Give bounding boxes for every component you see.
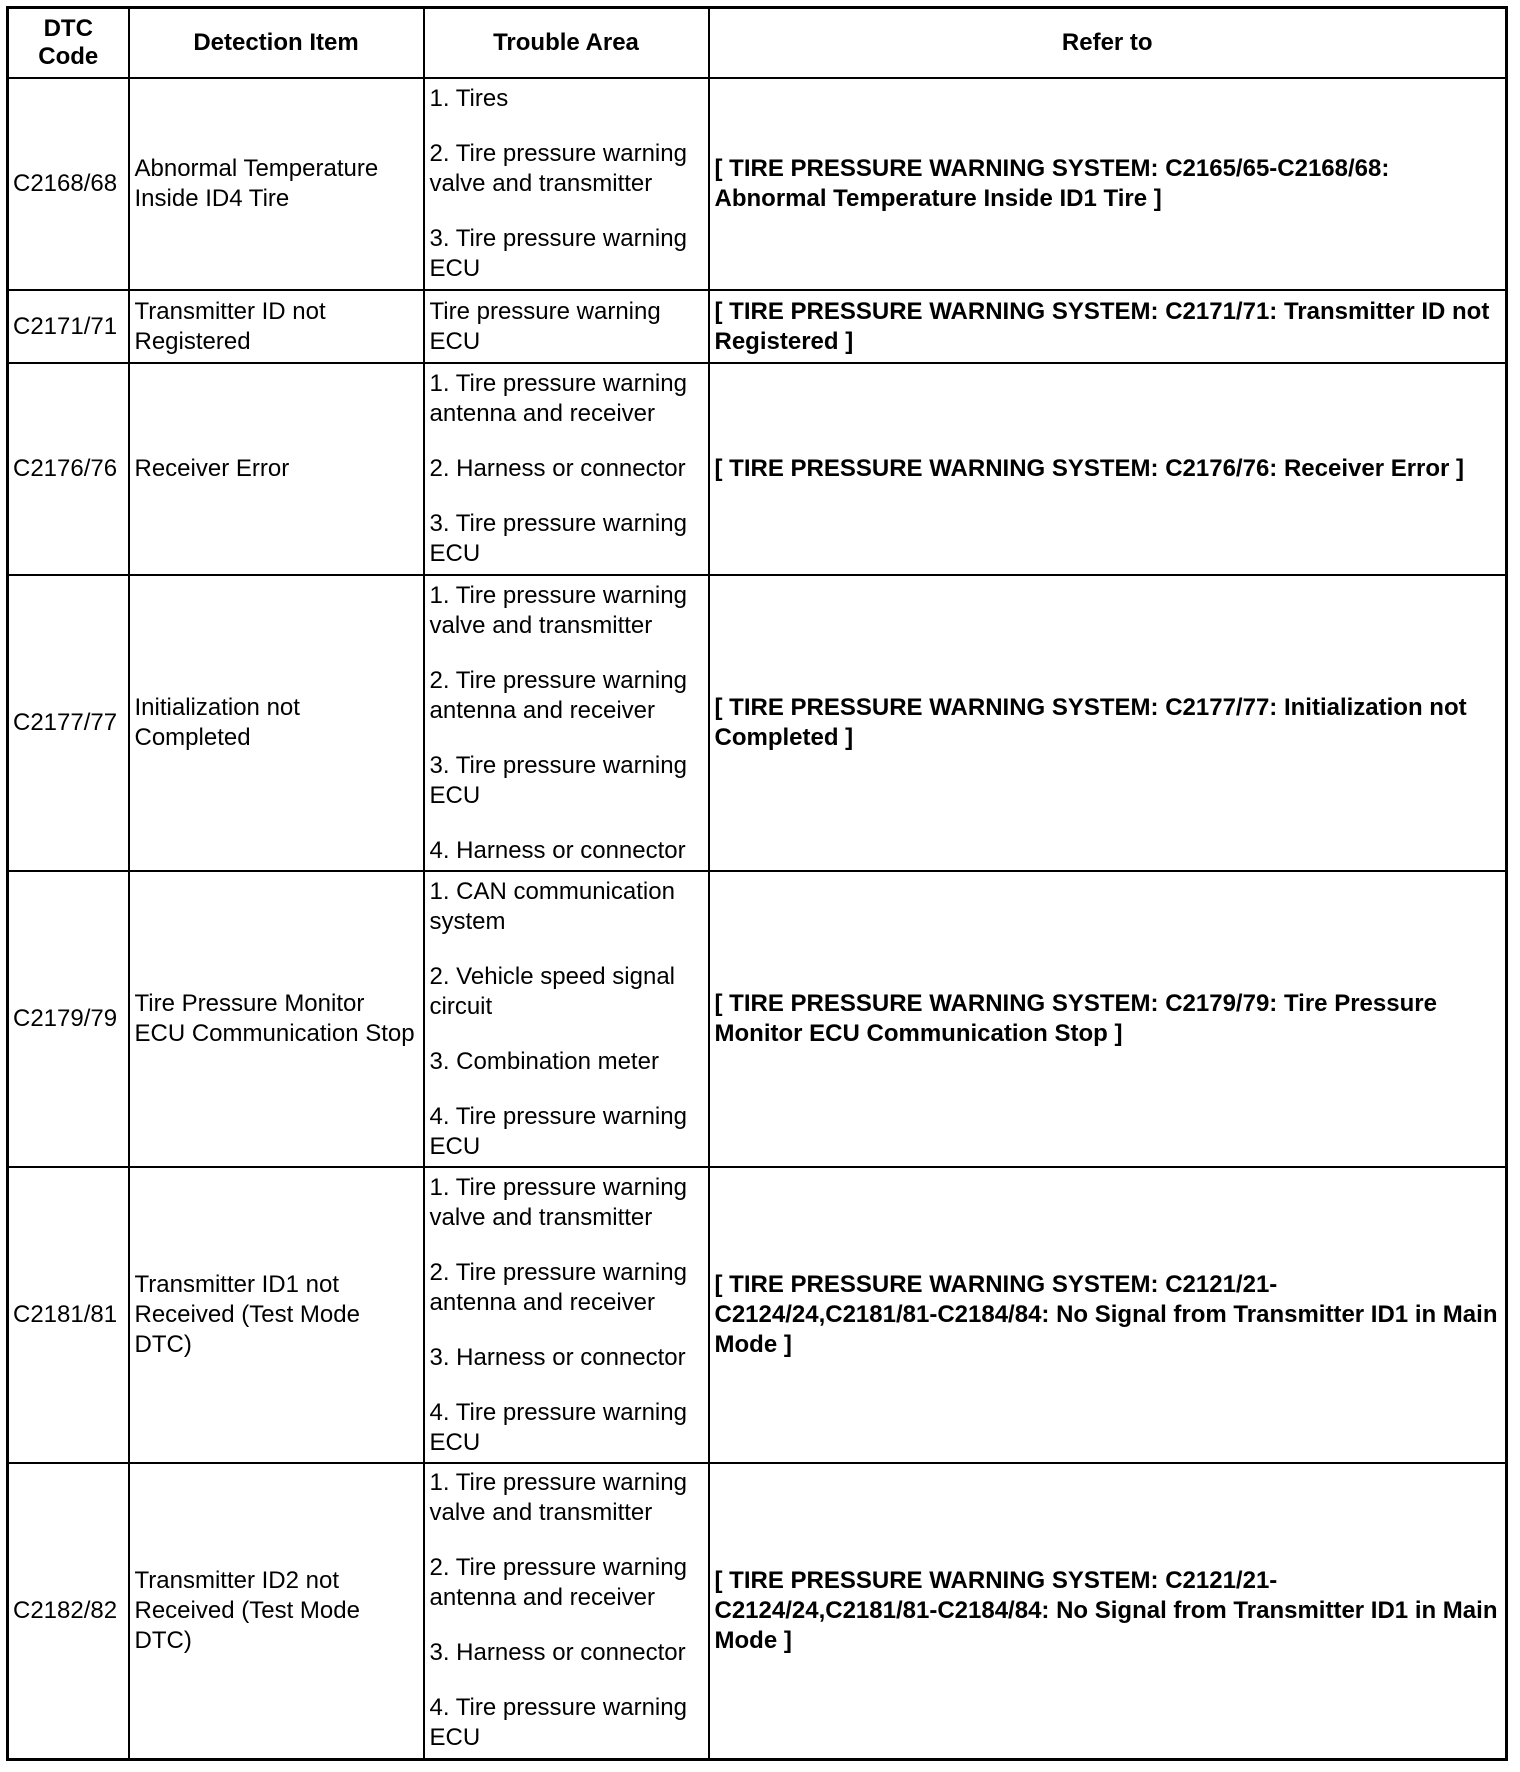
- refer-to-link[interactable]: [ TIRE PRESSURE WARNING SYSTEM: C2121/21-C2124/24,C2181/81-C2184/84: No Signal from Transmitter ID1 in Main Mode ]: [709, 1167, 1507, 1463]
- trouble-area-cell: [424, 363, 709, 575]
- dtc-code-cell: C2176/76: [8, 363, 129, 575]
- refer-to-link[interactable]: [ TIRE PRESSURE WARNING SYSTEM: C2121/21-C2124/24,C2181/81-C2184/84: No Signal from Transmitter ID1 in Main Mode ]: [709, 1463, 1507, 1759]
- refer-to-link[interactable]: [ TIRE PRESSURE WARNING SYSTEM: C2176/76: Receiver Error ]: [709, 363, 1507, 575]
- trouble-area-item: 4. Tire pressure warning ECU: [429, 1694, 687, 1752]
- trouble-area-cell: [424, 1167, 709, 1463]
- table-row: [8, 290, 1507, 363]
- detection-item-cell: Receiver Error: [129, 363, 424, 575]
- dtc-code-cell: C2171/71: [8, 290, 129, 363]
- dtc-code-cell: C2168/68: [8, 78, 129, 290]
- table-row: [8, 575, 1507, 871]
- trouble-area-item: 3. Tire pressure warning ECU: [429, 510, 687, 567]
- detection-item-cell: Abnormal Temperature Inside ID4 Tire: [129, 78, 424, 290]
- trouble-area-cell: [424, 575, 709, 871]
- detection-item-cell: Transmitter ID1 not Received (Test Mode DTC): [129, 1167, 424, 1463]
- detection-item-cell: Initialization not Completed: [129, 575, 424, 871]
- detection-item-cell: Tire Pressure Monitor ECU Communication Stop: [129, 871, 424, 1167]
- trouble-area-item: 3. Combination meter: [429, 1047, 659, 1075]
- trouble-area-item: 1. Tire pressure warning valve and transmitter: [429, 581, 687, 639]
- dtc-table: [6, 6, 1508, 1761]
- trouble-area-item: 1. Tire pressure warning antenna and receiver: [429, 370, 687, 427]
- header-refer-to: Refer to: [709, 8, 1507, 79]
- header-trouble-area: Trouble Area: [424, 8, 709, 79]
- detection-item-cell: Transmitter ID not Registered: [129, 290, 424, 363]
- trouble-area-item: 1. Tires: [429, 85, 509, 112]
- table-row: [8, 1463, 1507, 1759]
- refer-to-link[interactable]: [ TIRE PRESSURE WARNING SYSTEM: C2165/65-C2168/68: Abnormal Temperature Inside ID1 Tire ]: [709, 78, 1507, 290]
- table-row: [8, 1167, 1507, 1463]
- trouble-area-item: 2. Tire pressure warning antenna and receiver: [429, 1554, 687, 1612]
- trouble-area-item: 3. Harness or connector: [429, 1343, 686, 1371]
- refer-to-link[interactable]: [ TIRE PRESSURE WARNING SYSTEM: C2177/77: Initialization not Completed ]: [709, 575, 1507, 871]
- table-row: [8, 871, 1507, 1167]
- trouble-area-item: 4. Tire pressure warning ECU: [429, 1398, 687, 1456]
- refer-to-link[interactable]: [ TIRE PRESSURE WARNING SYSTEM: C2179/79: Tire Pressure Monitor ECU Communication Stop ]: [709, 871, 1507, 1167]
- dtc-code-cell: C2181/81: [8, 1167, 129, 1463]
- trouble-area-item: 1. Tire pressure warning valve and transmitter: [429, 1469, 687, 1527]
- trouble-area-item: 1. CAN communication system: [429, 877, 675, 935]
- trouble-area-item: 2. Tire pressure warning antenna and receiver: [429, 666, 687, 724]
- table-body: [8, 78, 1507, 1759]
- trouble-area-item: Tire pressure warning ECU: [429, 297, 661, 355]
- trouble-area-item: 2. Harness or connector: [429, 455, 686, 482]
- trouble-area-cell: [424, 290, 709, 363]
- dtc-code-cell: C2179/79: [8, 871, 129, 1167]
- trouble-area-item: 2. Tire pressure warning antenna and receiver: [429, 1258, 687, 1316]
- trouble-area-item: 3. Tire pressure warning ECU: [429, 751, 687, 809]
- trouble-area-item: 3. Harness or connector: [429, 1639, 686, 1667]
- trouble-area-item: 3. Tire pressure warning ECU: [429, 225, 687, 282]
- trouble-area-item: 2. Tire pressure warning valve and transmitter: [429, 140, 687, 197]
- trouble-area-cell: [424, 871, 709, 1167]
- trouble-area-item: 2. Vehicle speed signal circuit: [429, 962, 676, 1020]
- table-row: [8, 363, 1507, 575]
- header-detection-item: Detection Item: [129, 8, 424, 79]
- trouble-area-item: 4. Tire pressure warning ECU: [429, 1102, 687, 1160]
- trouble-area-cell: [424, 1463, 709, 1759]
- detection-item-cell: Transmitter ID2 not Received (Test Mode DTC): [129, 1463, 424, 1759]
- table-header-row: [8, 8, 1507, 79]
- dtc-code-cell: C2182/82: [8, 1463, 129, 1759]
- trouble-area-cell: [424, 78, 709, 290]
- trouble-area-item: 4. Harness or connector: [429, 836, 686, 864]
- dtc-code-cell: C2177/77: [8, 575, 129, 871]
- trouble-area-item: 1. Tire pressure warning valve and transmitter: [429, 1173, 687, 1231]
- dtc-table-container: [6, 6, 1505, 1761]
- header-dtc-code: DTC Code: [8, 8, 129, 79]
- refer-to-link[interactable]: [ TIRE PRESSURE WARNING SYSTEM: C2171/71: Transmitter ID not Registered ]: [709, 290, 1507, 363]
- table-row: [8, 78, 1507, 290]
